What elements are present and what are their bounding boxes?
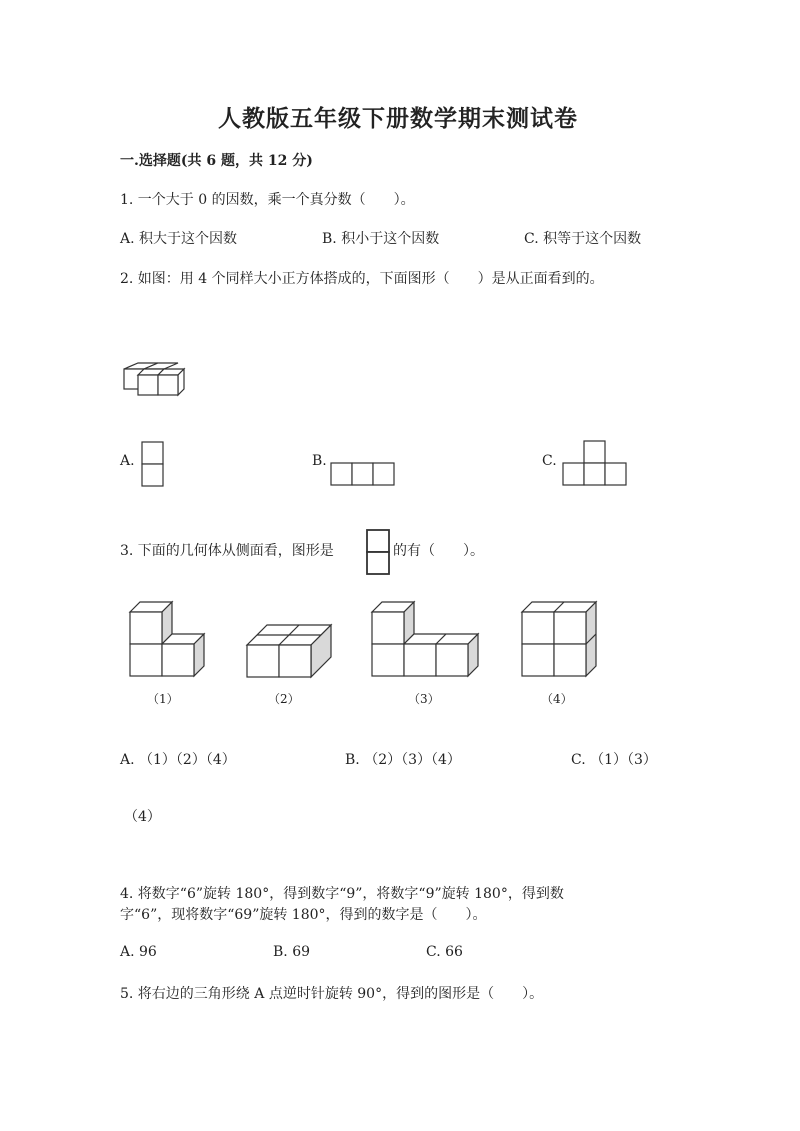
q4-option-a: A. 96 bbox=[120, 944, 157, 960]
q3-option-a: A. （1）（2）（4） bbox=[120, 752, 236, 768]
section-heading: 一.选择题(共 6 题，共 12 分) bbox=[120, 153, 313, 169]
page-title: 人教版五年级下册数学期末测试卷 bbox=[218, 105, 578, 132]
question-1: 1. 一个大于 0 的因数，乘一个真分数（ ）。 bbox=[120, 192, 415, 208]
q3-figure-3 bbox=[370, 600, 485, 680]
q4-option-c: C. 66 bbox=[426, 944, 463, 960]
q3-option-b: B. （2）（3）（4） bbox=[345, 752, 461, 768]
q3-figure-4 bbox=[520, 600, 600, 680]
q3-option-c: C. （1）（3） bbox=[571, 752, 657, 768]
q3-figure-1-caption: （1） bbox=[147, 692, 179, 706]
q3-figure-4-caption: （4） bbox=[541, 692, 573, 706]
question-3-part-1: 3. 下面的几何体从侧面看，图形是 bbox=[120, 543, 334, 559]
q1-option-a: A. 积大于这个因数 bbox=[120, 231, 238, 247]
q1-option-b: B. 积小于这个因数 bbox=[322, 231, 440, 247]
q2-option-b-label: B. bbox=[312, 453, 327, 469]
q3-figure-2-caption: （2） bbox=[268, 692, 300, 706]
q4-option-b: B. 69 bbox=[273, 944, 311, 960]
q3-inline-figure bbox=[366, 529, 392, 579]
question-5: 5. 将右边的三角形绕 A 点逆时针旋转 90°，得到的图形是（ ）。 bbox=[120, 986, 544, 1002]
q3-figure-3-caption: （3） bbox=[408, 692, 440, 706]
q2-option-c-label: C. bbox=[542, 453, 557, 469]
q2-option-c-figure bbox=[562, 440, 630, 490]
q3-figure-1 bbox=[128, 600, 208, 680]
q3-option-c-continued: （4） bbox=[124, 809, 161, 825]
q1-option-c: C. 积等于这个因数 bbox=[524, 231, 642, 247]
question-4-line-2: 字“6”，现将数字“69”旋转 180°，得到的数字是（ ）。 bbox=[120, 907, 487, 923]
q2-cube-stack-figure bbox=[118, 355, 188, 400]
question-4-line-1: 4. 将数字“6”旋转 180°，得到数字“9”，将数字“9”旋转 180°，得到数 bbox=[120, 886, 564, 902]
question-2: 2. 如图：用 4 个同样大小正方体搭成的，下面图形（ ）是从正面看到的。 bbox=[120, 271, 604, 287]
q2-option-a-figure bbox=[141, 441, 165, 489]
q3-figure-2 bbox=[245, 623, 333, 679]
q2-option-a-label: A. bbox=[120, 453, 135, 469]
question-3-part-2: 的有（ ）。 bbox=[393, 543, 484, 559]
q2-option-b-figure bbox=[330, 462, 398, 488]
